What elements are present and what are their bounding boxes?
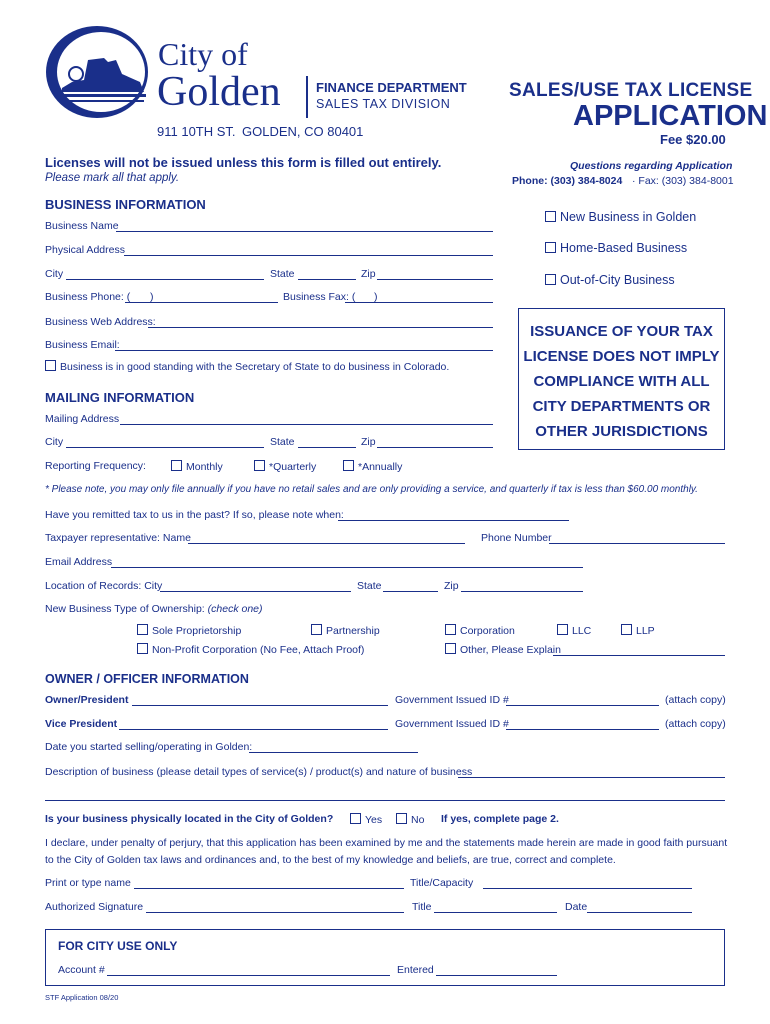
sole-prop-option[interactable] <box>137 624 241 637</box>
business-fax-field[interactable] <box>345 302 493 303</box>
mailing-state-label: State <box>270 436 295 448</box>
remitted-field[interactable] <box>338 520 569 521</box>
rep-name-label: Taxpayer representative: Name <box>45 532 191 544</box>
annually-label: *Annually <box>358 461 403 473</box>
title-label: Title <box>412 901 432 913</box>
remitted-label: Have you remitted tax to us in the past? If so, please note when: <box>45 509 344 521</box>
business-fax-label: Business Fax: ( <box>283 291 356 303</box>
date-field[interactable] <box>587 912 692 913</box>
owner-heading: OWNER / OFFICER INFORMATION <box>45 672 249 686</box>
vice-president-label: Vice President <box>45 718 118 730</box>
partnership-label: Partnership <box>326 625 380 637</box>
records-city-label: Location of Records: City <box>45 580 163 592</box>
records-zip-label: Zip <box>444 580 459 592</box>
out-of-city-checkbox[interactable] <box>545 274 556 285</box>
located-yes-label: Yes <box>365 814 383 826</box>
mailing-state-field[interactable] <box>298 447 356 448</box>
president-field[interactable] <box>132 705 388 706</box>
date-label: Date <box>565 901 588 913</box>
quarterly-checkbox[interactable] <box>254 460 265 471</box>
new-business-checkbox[interactable] <box>545 211 556 222</box>
other-checkbox[interactable] <box>445 643 456 654</box>
ownership-label <box>45 603 263 615</box>
fax-label: · Fax: (303) 384-8001 <box>632 175 734 187</box>
llp-checkbox[interactable] <box>621 624 632 635</box>
partnership-checkbox[interactable] <box>311 624 322 635</box>
records-city-field[interactable] <box>160 591 351 592</box>
disclaimer-box <box>518 308 725 450</box>
account-label: Account # <box>58 964 105 976</box>
out-of-city-label: Out-of-City Business <box>560 273 675 287</box>
located-yes-checkbox[interactable] <box>350 813 361 824</box>
mailing-address-field[interactable] <box>120 424 493 425</box>
records-zip-field[interactable] <box>461 591 583 592</box>
home-based-label: Home-Based Business <box>560 241 688 255</box>
sole-prop-checkbox[interactable] <box>137 624 148 635</box>
business-fax-paren: ) <box>374 291 378 303</box>
president-label: Owner/President <box>45 694 129 706</box>
email-address-label: Email Address <box>45 556 113 568</box>
city-use-heading: FOR CITY USE ONLY <box>58 939 178 953</box>
president-gov-id-label: Government Issued ID # <box>395 694 509 706</box>
title-line1: SALES/USE TAX LICENSE <box>509 80 753 101</box>
title-field[interactable] <box>434 912 557 913</box>
if-yes-label: If yes, complete page 2. <box>441 813 559 825</box>
business-state-field[interactable] <box>298 279 356 280</box>
good-standing-label: Business is in good standing with the Secretary of State to do business in Colorado. <box>60 361 450 373</box>
questions-label: Questions regarding Application <box>570 160 733 172</box>
home-based-option[interactable] <box>545 241 687 255</box>
business-phone-paren: ) <box>150 291 154 303</box>
vice-gov-id-label: Government Issued ID # <box>395 718 509 730</box>
business-web-field[interactable] <box>148 327 493 328</box>
frequency-note: * Please note, you may only file annually if you have no retail sales and are only providing a service, and quarterly if tax is less than $60.00 monthly. <box>45 484 698 495</box>
business-state-label: State <box>270 268 295 280</box>
nonprofit-option[interactable] <box>137 643 364 656</box>
description-field-2[interactable] <box>45 800 725 801</box>
out-of-city-option[interactable] <box>545 273 675 287</box>
records-state-label: State <box>357 580 382 592</box>
mailing-heading: MAILING INFORMATION <box>45 390 195 405</box>
city-of-text: City of <box>158 36 248 72</box>
president-gov-id-field[interactable] <box>506 705 659 706</box>
nonprofit-checkbox[interactable] <box>137 643 148 654</box>
disclaimer-line: OTHER JURISDICTIONS <box>535 423 708 440</box>
business-name-field[interactable] <box>116 231 493 232</box>
fee: Fee $20.00 <box>660 132 726 147</box>
rep-phone-field[interactable] <box>549 543 725 544</box>
check-one-text: (check one) <box>207 603 263 615</box>
new-business-option[interactable] <box>545 210 696 224</box>
address-city: GOLDEN, CO 80401 <box>242 124 364 139</box>
mailing-city-label: City <box>45 436 64 448</box>
signature-label: Authorized Signature <box>45 901 144 913</box>
disclaimer-line: COMPLIANCE WITH ALL <box>533 373 710 390</box>
located-no-checkbox[interactable] <box>396 813 407 824</box>
other-explain-field[interactable] <box>553 655 725 656</box>
physical-address-field[interactable] <box>124 255 493 256</box>
nonprofit-label: Non-Profit Corporation (No Fee, Attach Proof) <box>152 644 365 656</box>
llp-option[interactable] <box>621 624 655 637</box>
business-zip-field[interactable] <box>377 279 493 280</box>
new-business-label: New Business in Golden <box>560 210 697 224</box>
located-no-option[interactable] <box>396 813 424 826</box>
golden-text: Golden <box>157 69 281 115</box>
llc-checkbox[interactable] <box>557 624 568 635</box>
mailing-address-label: Mailing Address <box>45 413 120 425</box>
quarterly-option[interactable] <box>254 460 316 473</box>
title-line2: APPLICATION <box>573 100 768 132</box>
mailing-city-field[interactable] <box>66 447 264 448</box>
ownership-text: New Business Type of Ownership: <box>45 603 205 615</box>
date-started-label: Date you started selling/operating in Golden: <box>45 741 253 753</box>
rep-phone-label: Phone Number <box>481 532 552 544</box>
phone-label: Phone: (303) 384-8024 <box>512 175 623 187</box>
notice-line1: Licenses will not be issued unless this form is filled out entirely. <box>45 155 442 170</box>
llc-option[interactable] <box>557 624 591 637</box>
sole-prop-label: Sole Proprietorship <box>152 625 242 637</box>
business-name-label: Business Name <box>45 220 119 232</box>
corporation-label: Corporation <box>460 625 515 637</box>
notice-line2: Please mark all that apply. <box>45 172 180 184</box>
business-heading: BUSINESS INFORMATION <box>45 197 206 212</box>
monthly-checkbox[interactable] <box>171 460 182 471</box>
corporation-option[interactable] <box>445 624 515 637</box>
declaration-line1: I declare, under penalty of perjury, that this application has been examined by me and the statements made herein are made in good faith pursuant <box>45 837 728 849</box>
entered-field[interactable] <box>436 975 557 976</box>
monthly-label: Monthly <box>186 461 223 473</box>
records-state-field[interactable] <box>383 591 438 592</box>
business-phone-field[interactable] <box>125 302 278 303</box>
print-name-field[interactable] <box>134 888 404 889</box>
good-standing-checkbox[interactable] <box>45 360 56 371</box>
sales-tax-division: SALES TAX DIVISION <box>316 97 451 111</box>
email-address-field[interactable] <box>111 567 583 568</box>
title-capacity-field[interactable] <box>483 888 692 889</box>
date-started-field[interactable] <box>249 752 418 753</box>
partnership-option[interactable] <box>311 624 380 637</box>
quarterly-label: *Quarterly <box>269 461 317 473</box>
declaration-line2: to the City of Golden tax laws and ordinances and, to the best of my knowledge and beliefs, are true, correct and complete. <box>45 854 616 866</box>
signature-field[interactable] <box>146 912 404 913</box>
city-use-box <box>45 929 725 986</box>
business-phone-label: Business Phone: ( <box>45 291 131 303</box>
annually-option[interactable] <box>343 460 402 473</box>
description-label: Description of business (please detail types of service(s) / product(s) and nature of business <box>45 766 473 778</box>
located-label: Is your business physically located in the City of Golden? <box>45 813 334 825</box>
llc-label: LLC <box>572 625 592 637</box>
entered-label: Entered <box>397 964 434 976</box>
disclaimer-line: LICENSE DOES NOT IMPLY <box>523 348 720 365</box>
address-street: 911 10TH ST. <box>157 124 236 139</box>
business-zip-label: Zip <box>361 268 376 280</box>
llp-label: LLP <box>636 625 655 637</box>
business-email-label: Business Email: <box>45 339 120 351</box>
annually-checkbox[interactable] <box>343 460 354 471</box>
title-capacity-label: Title/Capacity <box>410 877 474 889</box>
business-city-label: City <box>45 268 64 280</box>
business-web-label: Business Web Address: <box>45 316 156 328</box>
physical-address-label: Physical Address <box>45 244 125 256</box>
monthly-option[interactable] <box>171 460 223 473</box>
mailing-zip-field[interactable] <box>377 447 493 448</box>
business-email-field[interactable] <box>115 350 493 351</box>
mailing-zip-label: Zip <box>361 436 376 448</box>
footer-code: STF Application 08/20 <box>45 993 119 1002</box>
other-option[interactable] <box>445 643 561 656</box>
header-divider <box>306 76 308 118</box>
rep-name-field[interactable] <box>188 543 465 544</box>
good-standing-option[interactable] <box>45 360 449 373</box>
home-based-checkbox[interactable] <box>545 242 556 253</box>
other-label: Other, Please Explain <box>460 644 561 656</box>
description-field-1[interactable] <box>458 777 725 778</box>
business-city-field[interactable] <box>66 279 264 280</box>
vice-president-field[interactable] <box>119 729 388 730</box>
located-yes-option[interactable] <box>350 813 382 826</box>
city-logo <box>42 22 154 122</box>
located-no-label: No <box>411 814 425 826</box>
print-name-label: Print or type name <box>45 877 131 889</box>
account-field[interactable] <box>107 975 390 976</box>
finance-dept: FINANCE DEPARTMENT <box>316 80 467 95</box>
vice-gov-id-field[interactable] <box>506 729 659 730</box>
corporation-checkbox[interactable] <box>445 624 456 635</box>
disclaimer-line: CITY DEPARTMENTS OR <box>532 398 711 415</box>
vice-attach-label: (attach copy) <box>665 718 726 730</box>
president-attach-label: (attach copy) <box>665 694 726 706</box>
disclaimer-line: ISSUANCE OF YOUR TAX <box>530 323 713 340</box>
reporting-frequency-label: Reporting Frequency: <box>45 460 146 472</box>
